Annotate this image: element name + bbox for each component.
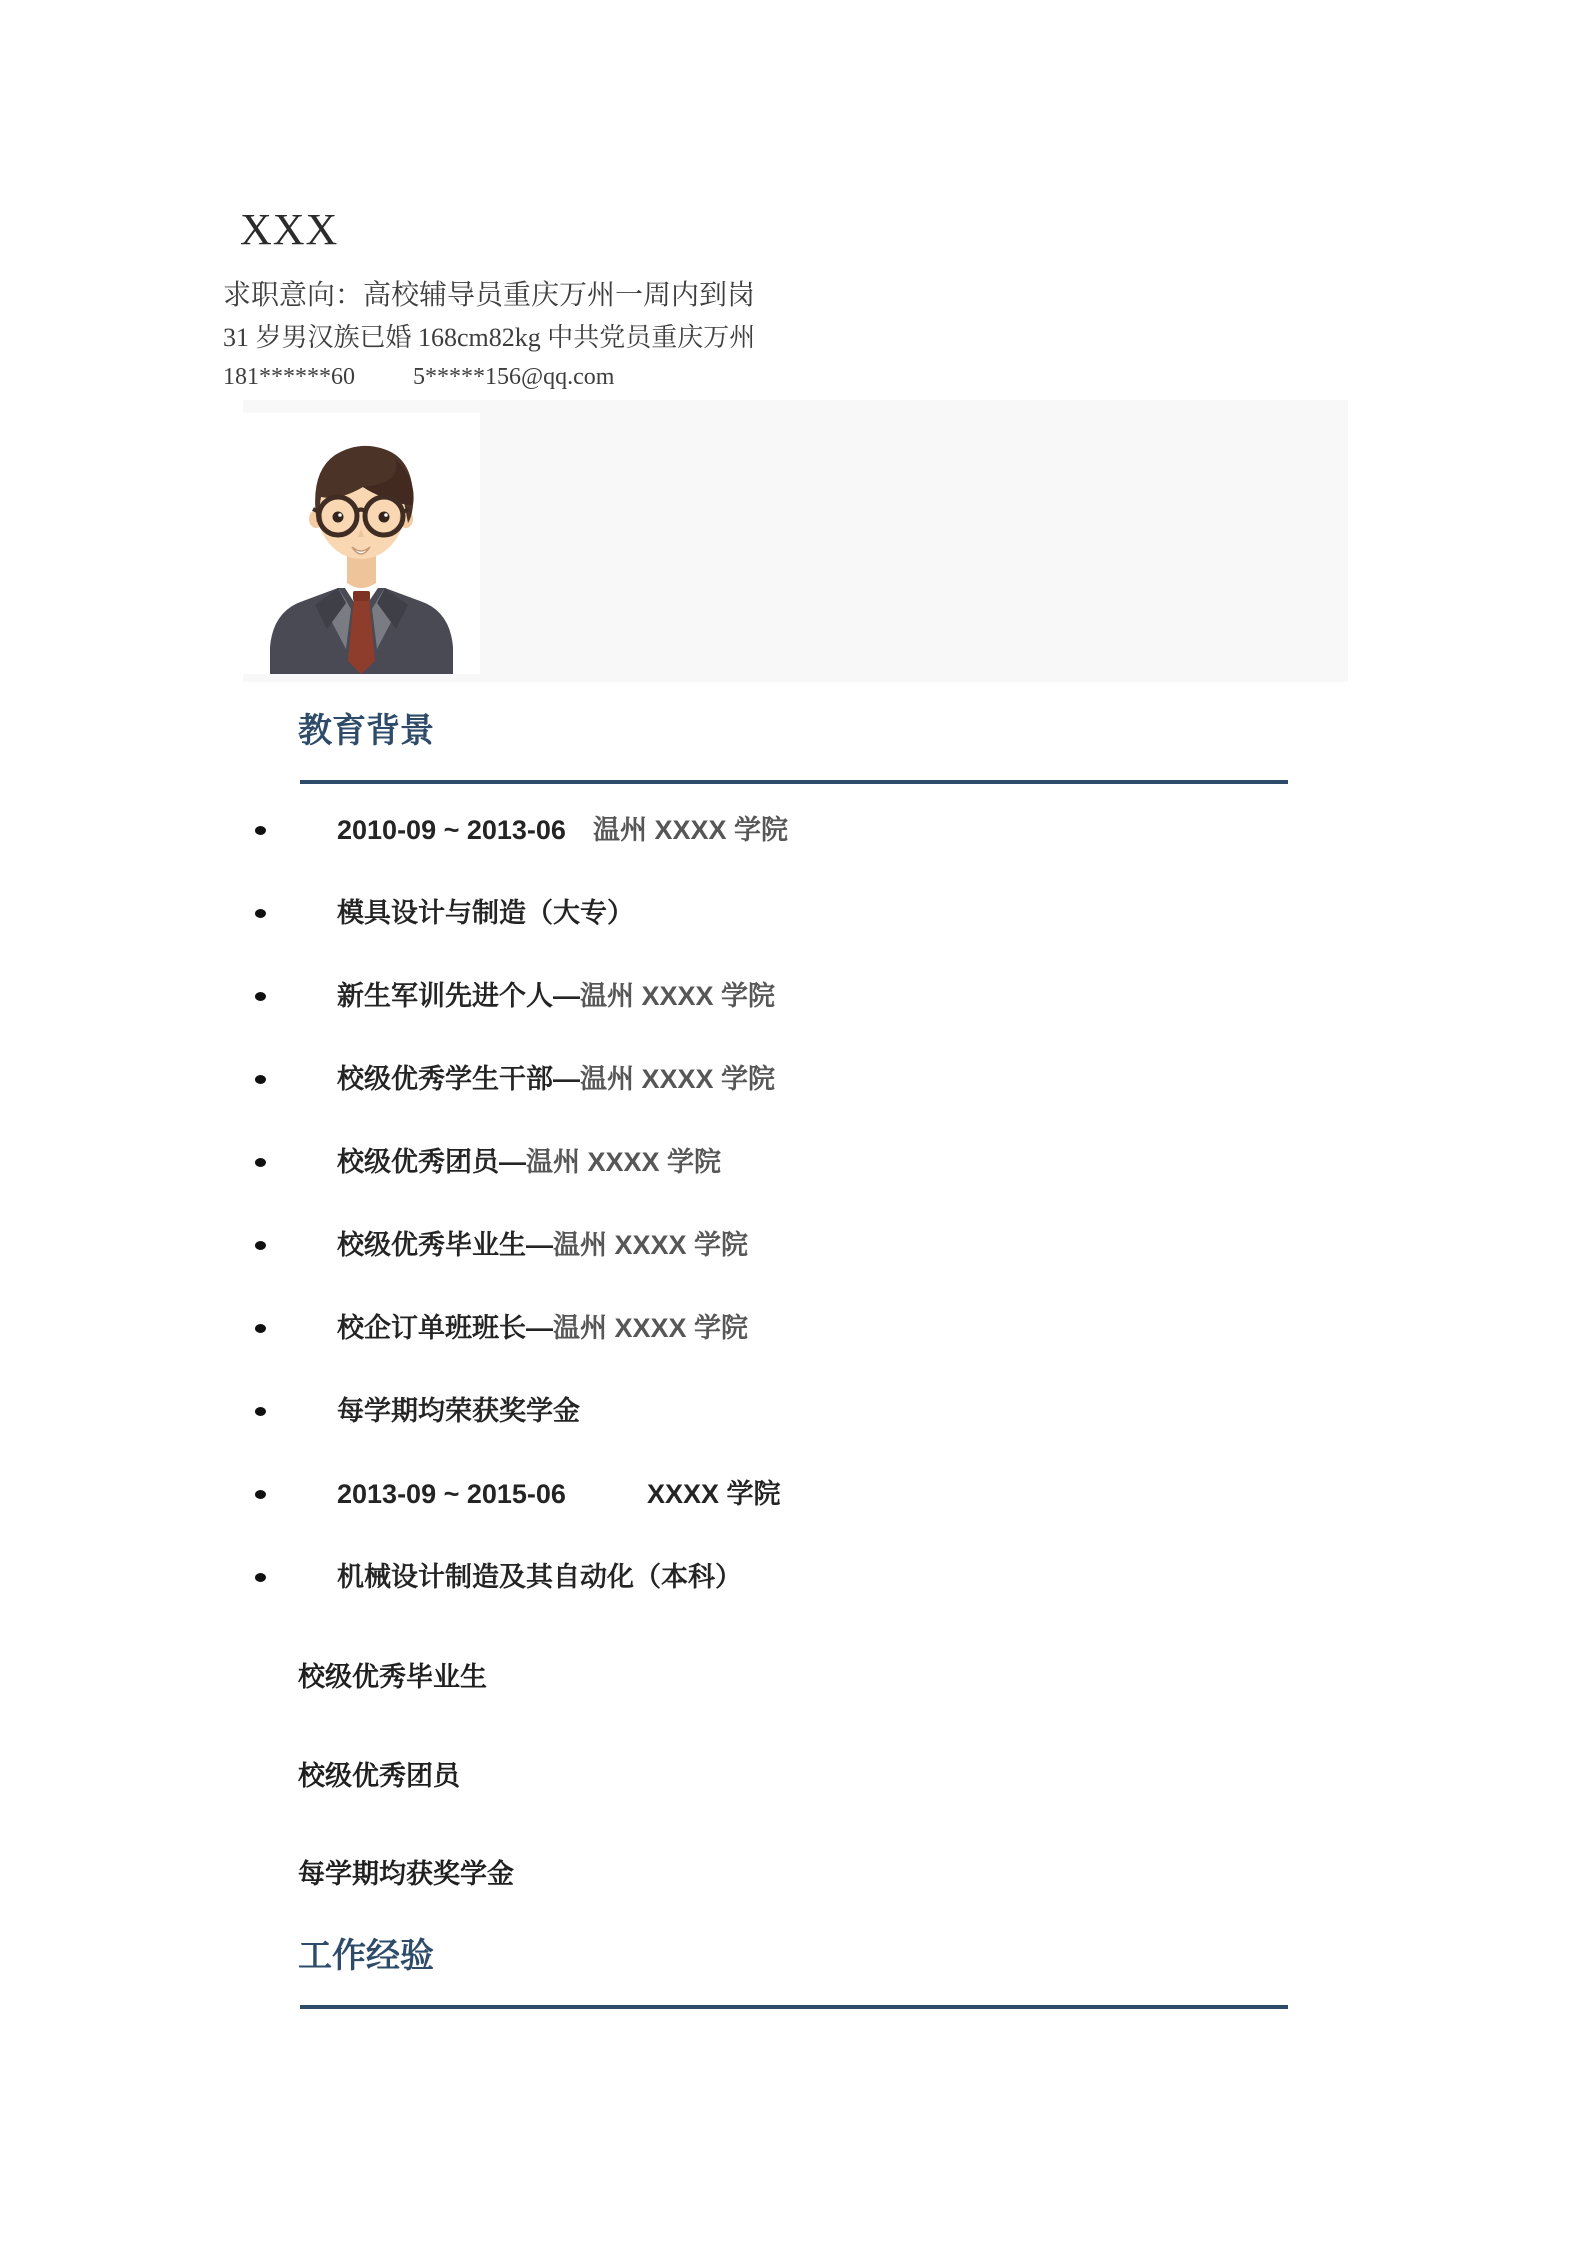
- candidate-name: XXX: [240, 205, 339, 254]
- education-bullet-item: [253, 813, 1353, 847]
- bullet-text: [337, 979, 775, 1013]
- bullet-dot-icon: [255, 1490, 266, 1499]
- phone-number: 181******60: [223, 364, 355, 390]
- bullet-dot-icon: [255, 992, 266, 1001]
- avatar-photo: [243, 413, 480, 674]
- education-extra-line: [298, 1759, 460, 1793]
- bullet-dot-icon: [255, 1241, 266, 1250]
- male-avatar-illustration: [243, 413, 480, 674]
- education-bullet-item: [253, 1145, 1353, 1179]
- section-title-education: 教育背景: [298, 712, 434, 750]
- education-bullet-item: [253, 896, 1353, 930]
- email-address: 5*****156@qq.com: [413, 364, 615, 390]
- education-extra-line: [298, 1660, 487, 1694]
- education-bullet-item: [253, 1228, 1353, 1262]
- bullet-text: [337, 896, 634, 930]
- education-extra-line: [298, 1857, 514, 1891]
- bullet-text-school: 温州 XXXX 学院: [592, 815, 788, 845]
- bullet-text: [337, 1477, 780, 1511]
- bullet-text: [337, 813, 788, 847]
- bullet-text-main: 每学期均荣获奖学金: [337, 1396, 580, 1426]
- extra-line-text: 校级优秀团员: [298, 1760, 460, 1791]
- bullet-text-main: 模具设计与制造（大专）: [337, 898, 634, 928]
- contact-line: [223, 362, 614, 393]
- personal-profile: 31 岁男汉族已婚 168cm82kg 中共党员重庆万州: [223, 323, 756, 352]
- bullet-dot-icon: [255, 909, 266, 918]
- bullet-dot-icon: [255, 1075, 266, 1084]
- education-bullet-item: [253, 1560, 1353, 1594]
- bullet-text-school: 温州 XXXX 学院: [580, 981, 776, 1011]
- bullet-dot-icon: [255, 1407, 266, 1416]
- bullet-text-main: 校级优秀学生干部—: [337, 1064, 580, 1094]
- education-bullet-item: [253, 1477, 1353, 1511]
- section-title-work: 工作经验: [298, 1937, 434, 1975]
- bullet-text: [337, 1394, 580, 1428]
- bullet-text-main: 机械设计制造及其自动化（本科）: [337, 1562, 742, 1592]
- education-bullet-item: [253, 1394, 1353, 1428]
- extra-line-text: 每学期均获奖学金: [298, 1859, 514, 1889]
- education-bullet-item: [253, 1062, 1353, 1096]
- education-bullet-item: [253, 1311, 1353, 1345]
- bullet-text-main: 2013-09 ~ 2015-06 XXXX 学院: [337, 1479, 781, 1509]
- section-divider-education: [300, 780, 1288, 784]
- bullet-text: [337, 1560, 742, 1594]
- bullet-text-main: 校级优秀毕业生—: [337, 1230, 553, 1260]
- bullet-dot-icon: [255, 1158, 266, 1167]
- bullet-text-school: 温州 XXXX 学院: [526, 1147, 722, 1177]
- bullet-text: [337, 1145, 721, 1179]
- bullet-text-school: 温州 XXXX 学院: [580, 1064, 776, 1094]
- bullet-text-school: 温州 XXXX 学院: [553, 1313, 749, 1343]
- bullet-text-main: 2010-09 ~ 2013-06: [337, 815, 593, 845]
- bullet-text-main: 新生军训先进个人—: [337, 981, 580, 1011]
- extra-line-text: 校级优秀毕业生: [298, 1662, 487, 1692]
- bullet-dot-icon: [255, 1573, 266, 1582]
- education-bullet-item: [253, 979, 1353, 1013]
- bullet-text-school: 温州 XXXX 学院: [553, 1230, 749, 1260]
- bullet-text: [337, 1228, 748, 1262]
- bullet-dot-icon: [255, 1324, 266, 1333]
- bullet-text: [337, 1062, 775, 1096]
- bullet-text-main: 校级优秀团员—: [337, 1147, 526, 1177]
- bullet-text: [337, 1311, 748, 1345]
- section-divider-work: [300, 2005, 1288, 2009]
- bullet-text-main: 校企订单班班长—: [337, 1313, 553, 1343]
- bullet-dot-icon: [255, 826, 266, 835]
- job-objective: 求职意向：高校辅导员重庆万州一周内到岗: [223, 280, 756, 311]
